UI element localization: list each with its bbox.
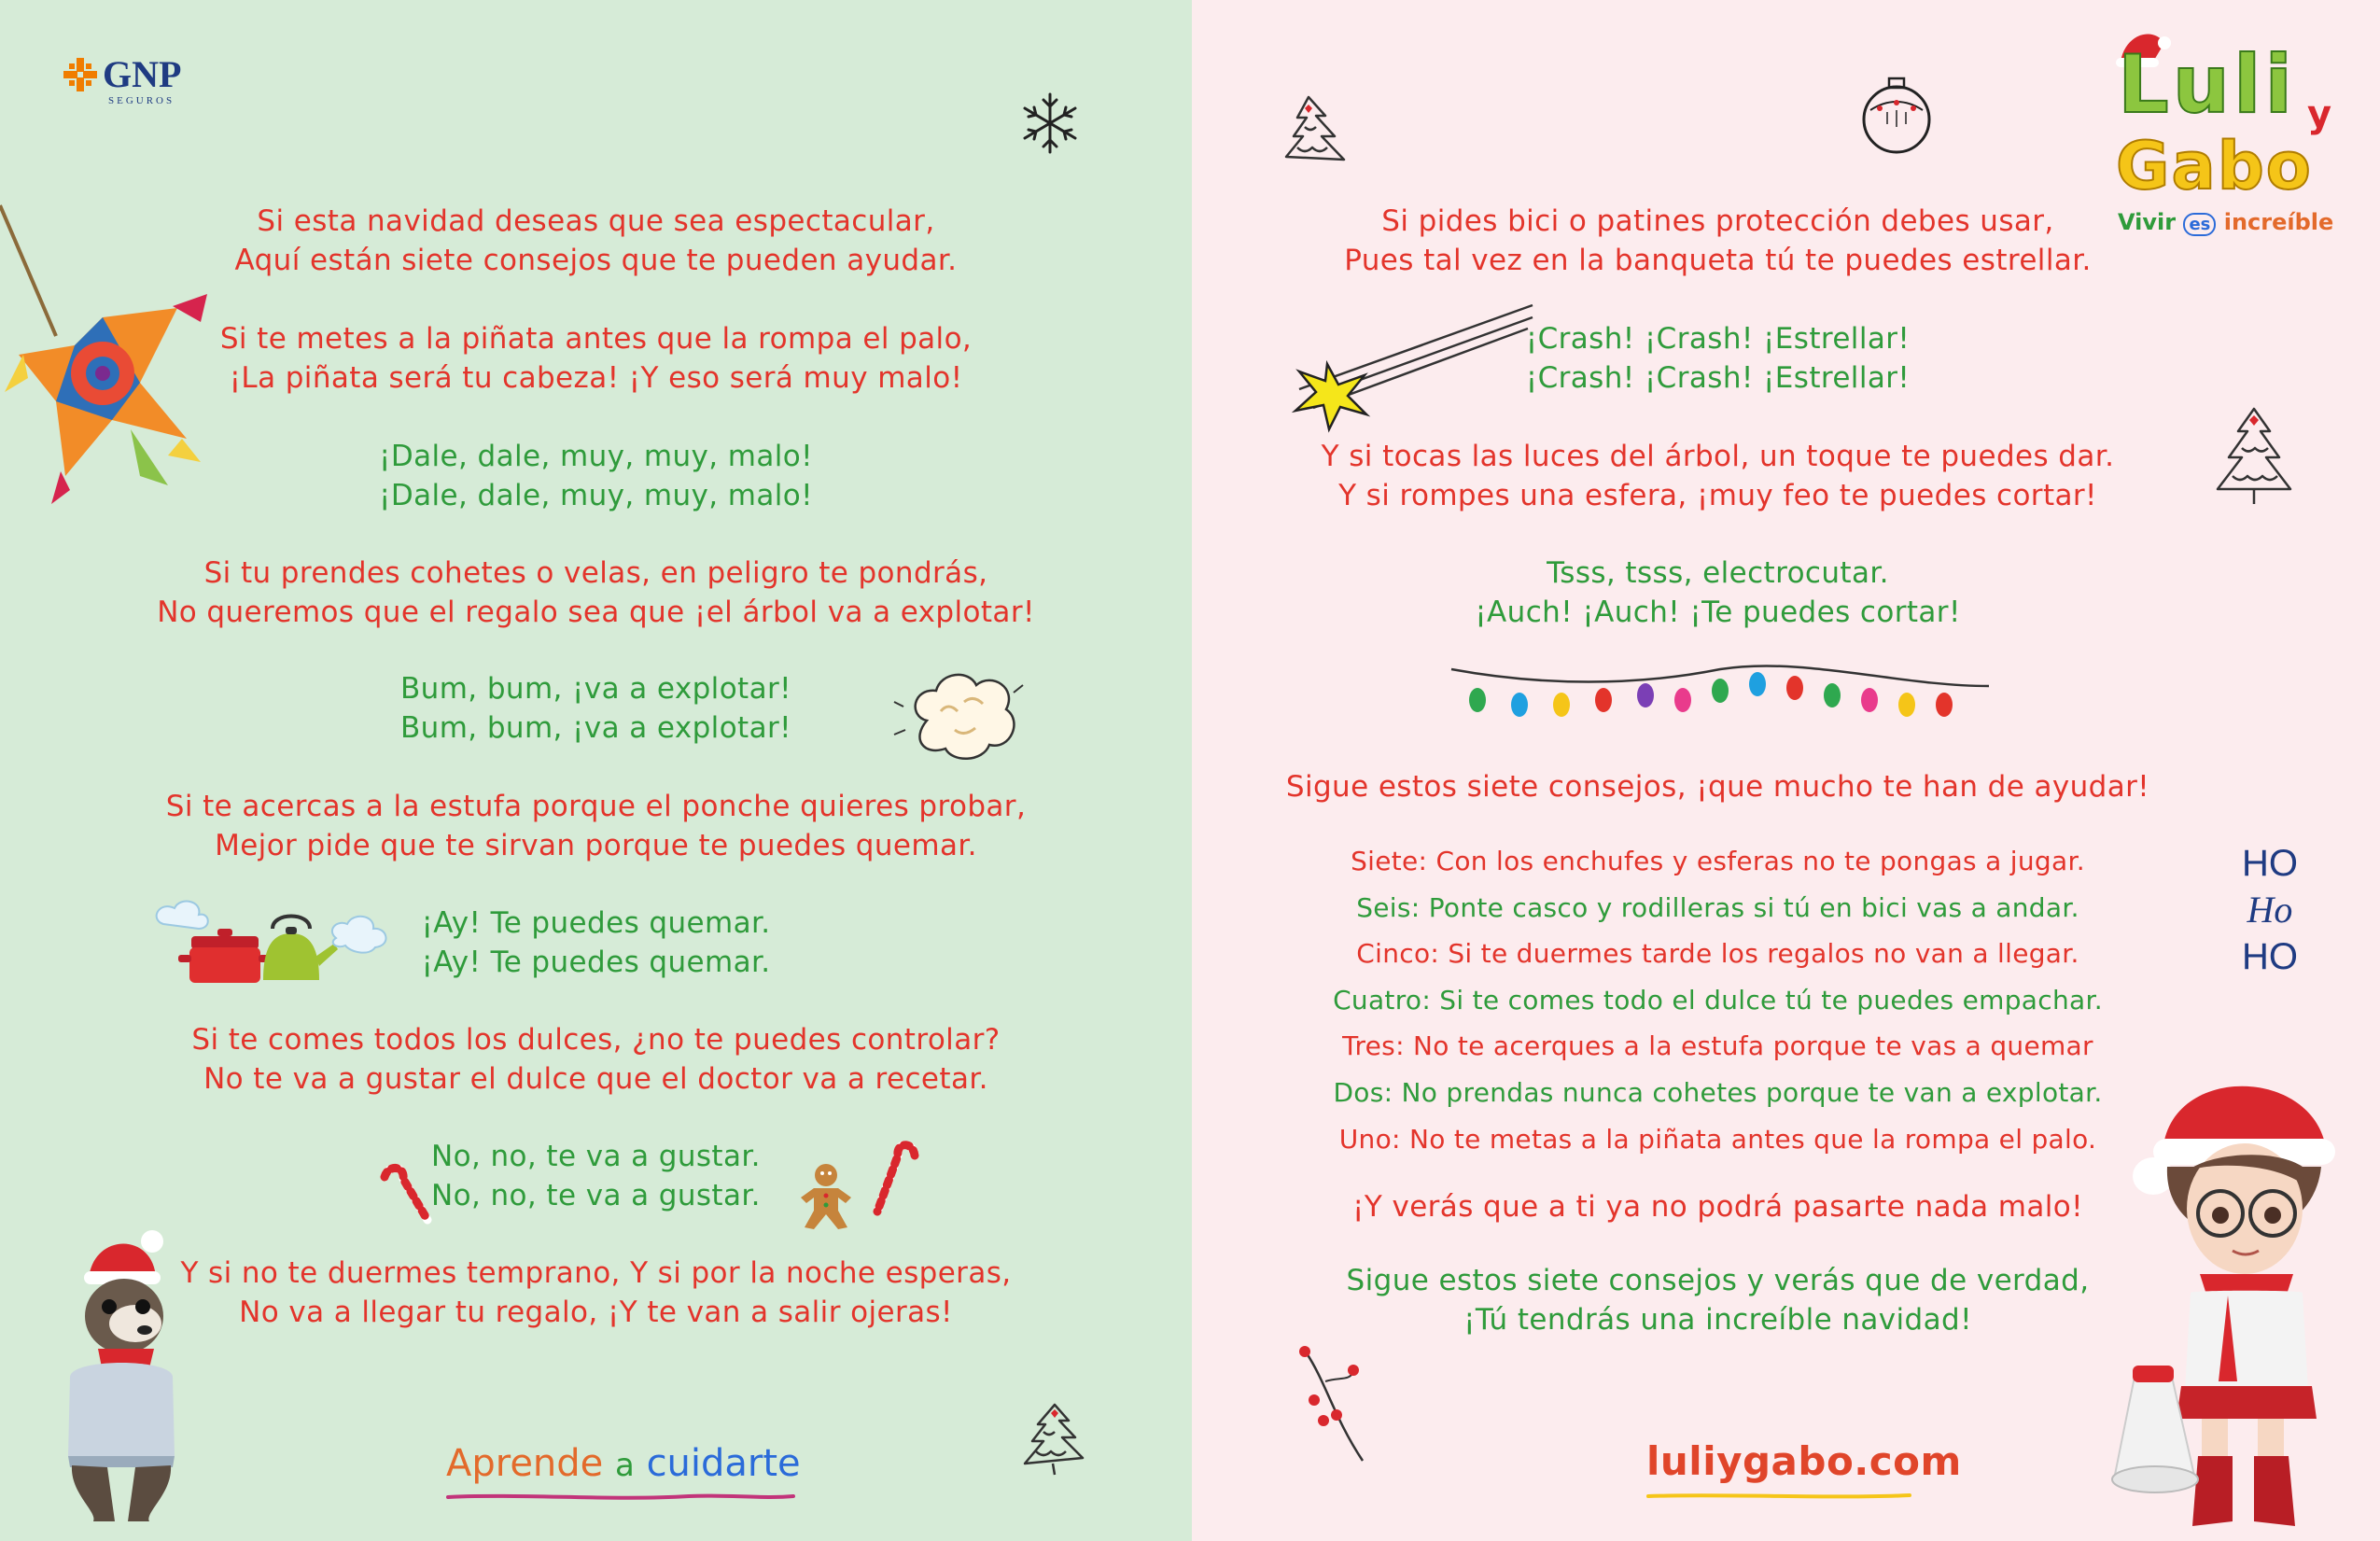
kettle-icon	[261, 910, 397, 985]
left-stanza-5	[0, 1020, 1192, 1099]
poem-line: Si te acercas a la estufa porque el ponche quieres probar,	[165, 790, 1027, 823]
pot-icon	[154, 901, 275, 985]
string-lights-icon	[1449, 658, 1991, 733]
ho-3: HO	[2242, 936, 2298, 977]
poem-line: Si esta navidad deseas que sea espectacular,	[257, 204, 935, 238]
poem-line: No, no, te va a gustar.	[431, 1179, 761, 1212]
website-link[interactable]: luliygabo.com	[1646, 1438, 1962, 1484]
poem-line: Sigue estos siete consejos y verás que de verdad,	[1346, 1264, 2090, 1297]
left-chorus-4	[0, 1137, 1192, 1215]
ornament-icon	[1859, 73, 1934, 157]
left-chorus-1	[0, 437, 1192, 515]
gnp-emblem-icon	[62, 56, 99, 93]
poem-line: No queremos que el regalo sea que ¡el árbol va a explotar!	[157, 595, 1035, 629]
rule-item: Tres: No te acerques a la estufa porque te vas a quemar	[1342, 1030, 2093, 1062]
tree-doodle-icon	[2212, 399, 2296, 511]
logo-luli: Luli	[2118, 38, 2296, 132]
poem-line: Tsss, tsss, electrocutar.	[1547, 556, 1889, 590]
poem-line: ¡Auch! ¡Auch! ¡Te puedes cortar!	[1475, 595, 1961, 629]
rule-item: Uno: No te metas a la piñata antes que la rompa el palo.	[1338, 1123, 2097, 1155]
right-summary	[1192, 767, 2244, 806]
poem-line: ¡Ay! Te puedes quemar.	[421, 906, 771, 940]
left-stanza-4	[0, 787, 1192, 865]
gnp-sub: SEGUROS	[108, 95, 175, 106]
poem-line: ¡Crash! ¡Crash! ¡Estrellar!	[1525, 322, 1911, 356]
poem-line: Sigue estos siete consejos, ¡que mucho te han de ayudar!	[1285, 770, 2150, 804]
slogan-word-1: Aprende	[446, 1442, 604, 1485]
left-stanza-2	[0, 319, 1192, 398]
closing-line	[1192, 1187, 2244, 1226]
poem-line: Mejor pide que te sirvan porque te puedes quemar.	[215, 829, 977, 862]
poem-line: No te va a gustar el dulce que el doctor va a recetar.	[203, 1062, 988, 1096]
poem-line: No va a llegar tu regalo, ¡Y te van a salir ojeras!	[239, 1296, 953, 1329]
poem-line: ¡Dale, dale, muy, muy, malo!	[379, 440, 813, 473]
logo-gabo: Gabo	[2116, 128, 2313, 204]
tree-doodle-icon	[1017, 1400, 1087, 1479]
rule-item: Dos: No prendas nunca cohetes porque te van a explotar.	[1333, 1076, 2103, 1108]
rule-item: Siete: Con los enchufes y esferas no te pongas a jugar.	[1351, 846, 2085, 876]
logo-y: y	[2307, 93, 2332, 136]
hohoho-text	[2223, 840, 2317, 980]
poem-line: Y si rompes una esfera, ¡muy feo te puedes cortar!	[1338, 479, 2097, 512]
poem-line: No, no, te va a gustar.	[431, 1140, 761, 1173]
poem-line: ¡Tú tendrás una increíble navidad!	[1463, 1303, 1972, 1337]
poem-line: Bum, bum, ¡va a explotar!	[400, 672, 791, 706]
slogan-word-3: cuidarte	[646, 1442, 801, 1485]
right-stanza-1	[1192, 202, 2244, 280]
poem-line: ¡Ay! Te puedes quemar.	[421, 946, 771, 979]
candy-cane-icon	[371, 1162, 437, 1227]
url-underline	[1646, 1492, 1912, 1501]
footer-slogan	[446, 1442, 801, 1485]
tree-doodle-icon	[1281, 90, 1355, 178]
megaphone-icon	[2107, 1358, 2219, 1498]
ferret-character	[51, 1213, 191, 1526]
left-stanza-3	[0, 553, 1192, 632]
poem-line: Aquí están siete consejos que te pueden ayudar.	[234, 244, 958, 277]
explosion-cloud-icon	[903, 665, 1025, 767]
tagline-part-2: es	[2183, 213, 2216, 236]
poem-line: ¡Crash! ¡Crash! ¡Estrellar!	[1525, 361, 1911, 395]
gnp-logo	[62, 54, 220, 112]
ho-2: Ho	[2247, 889, 2293, 931]
poem-line: ¡Dale, dale, muy, muy, malo!	[379, 479, 813, 512]
poem-line: Bum, bum, ¡va a explotar!	[400, 711, 791, 745]
gnp-name: GNP	[103, 53, 182, 95]
rule-item: Cinco: Si te duermes tarde los regalos no van a llegar.	[1356, 938, 2079, 970]
rule-item: Cuatro: Si te comes todo el dulce tú te puedes empachar.	[1333, 984, 2103, 1016]
poem-line: ¡La piñata será tu cabeza! ¡Y eso será muy malo!	[229, 361, 963, 395]
poem-line: Si te metes a la piñata antes que la rompa el palo,	[219, 322, 973, 356]
candy-cane-icon	[868, 1139, 933, 1218]
poem-line: Si pides bici o patines protección debes usar,	[1381, 204, 2054, 238]
poem-line: Y si tocas las luces del árbol, un toque te puedes dar.	[1321, 440, 2115, 473]
gingerbread-icon	[793, 1162, 859, 1232]
tagline-part-3: increíble	[2223, 209, 2334, 235]
poem-line: Y si no te duermes temprano, Y si por la noche esperas,	[180, 1256, 1012, 1290]
poem-line: Si tu prendes cohetes o velas, en peligro te pondrás,	[203, 556, 988, 590]
poem-line: Pues tal vez en la banqueta tú te puedes estrellar.	[1344, 244, 2092, 277]
poem-line: ¡Y verás que a ti ya no podrá pasarte nada malo!	[1352, 1190, 2083, 1224]
right-chorus-2	[1192, 553, 2244, 632]
closing-stanza	[1192, 1261, 2244, 1339]
rule-item: Seis: Ponte casco y rodilleras si tú en bici vas a andar.	[1356, 891, 2079, 923]
right-chorus-1	[1192, 319, 2244, 398]
berries-icon	[1297, 1344, 1372, 1465]
left-stanza-1	[0, 202, 1192, 280]
slogan-word-2: a	[615, 1447, 635, 1484]
right-stanza-2	[1192, 437, 2244, 515]
snowflake-icon	[1017, 91, 1083, 156]
slogan-underline	[446, 1492, 796, 1503]
right-page	[1192, 0, 2380, 1541]
poem-line: Si te comes todos los dulces, ¿no te puedes controlar?	[191, 1023, 1001, 1057]
ho-1: HO	[2242, 843, 2298, 884]
tagline-part-1: Vivir	[2118, 209, 2177, 235]
rules-list	[1192, 838, 2244, 1162]
